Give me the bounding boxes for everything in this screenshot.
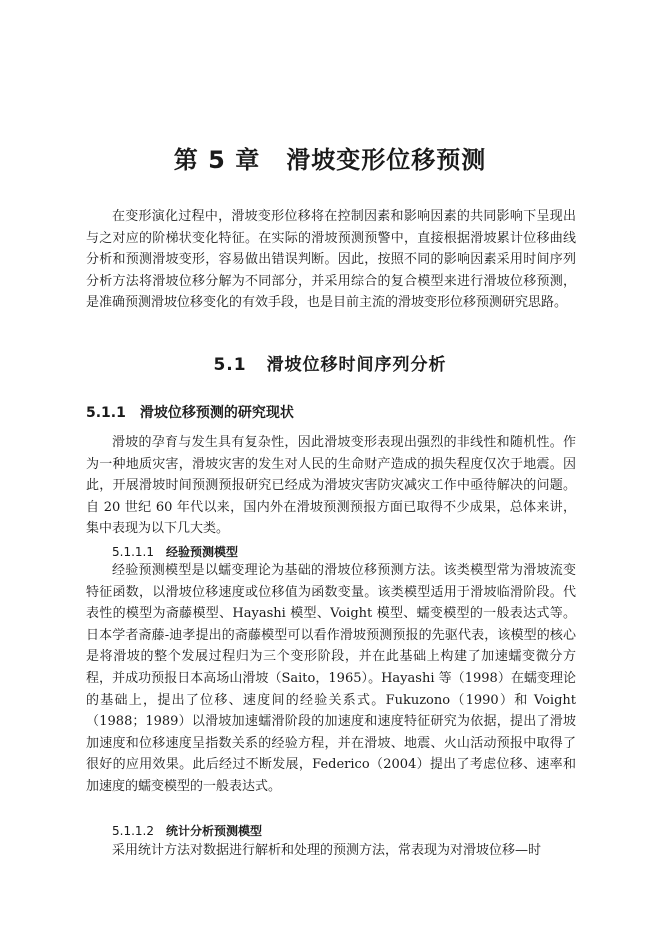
chapter-title-text: 滑坡变形位移预测 [286, 146, 487, 174]
section-title-text: 滑坡位移时间序列分析 [266, 355, 447, 375]
subsub-number-2: 5.1.1.2 [112, 824, 154, 838]
subsub-title-2 [112, 822, 262, 839]
subsub-number-1: 5.1.1.1 [112, 545, 154, 559]
subsection-number: 5.1.1 [86, 405, 126, 421]
body-paragraph-3: 采用统计方法对数据进行解析和处理的预测方法，常表现为对滑坡位移—时 [112, 843, 542, 858]
body-paragraph-2: 经验预测模型是以蠕变理论为基础的滑坡位移预测方法。该类模型常为滑坡流变特征函数，以滑坡位移速度或位移值为函数变量。该类模型适用于滑坡临滑阶段。代表性的模型为斋藤模型、Hayashi 模型、Voight 模型、蠕变模型的一般表达式等。日本学者斋藤-迪孝提出的斋藤模型可以看作滑坡预测预报的先驱代表，该模型的核心是将滑坡的整个发展过程归为三个变形阶段，并在此基础上构建了加速蠕变微分方程，并成功预报日本高场山滑坡（Saito，1965）。Hayashi 等（1998）在蠕变理论的基础上，提出了位移、速度间的经验关系式。Fukuzono（1990）和 Voight（1988；1989）以滑坡加速蠕滑阶段的加速度和速度特征研究为依据，提出了滑坡加速度和位移速度呈指数关系的经验方程，并在滑坡、地震、火山活动预报中取得了很好的应用效果。此后经过不断发展，Federico（2004）提出了考虑位移、速率和加速度的蠕变模型的一般表达式。 [86, 563, 576, 794]
subsection-title-text: 滑坡位移预测的研究现状 [139, 405, 294, 421]
chapter-number: 第 5 章 [173, 146, 261, 174]
subsub-title-text-1: 经验预测模型 [165, 545, 238, 559]
section-title [0, 350, 660, 375]
chapter-title [0, 140, 660, 175]
body-paragraph-1: 滑坡的孕育与发生具有复杂性，因此滑坡变形表现出强烈的非线性和随机性。作为一种地质灾害，滑坡灾害的发生对人民的生命财产造成的损失程度仅次于地震。因此，开展滑坡时间预测预报研究已经成为滑坡灾害防灾减灾工作中亟待解决的问题。自 20 世纪 60 年代以来，国内外在滑坡预测预报方面已取得不少成果，总体来讲，集中表现为以下几大类。 [86, 435, 576, 537]
intro-paragraph: 在变形演化过程中，滑坡变形位移将在控制因素和影响因素的共同影响下呈现出与之对应的阶梯状变化特征。在实际的滑坡预测预警中，直接根据滑坡累计位移曲线分析和预测滑坡变形，容易做出错误判断。因此，按照不同的影响因素采用时间序列分析方法将滑坡位移分解为不同部分，并采用综合的复合模型来进行滑坡位移预测，是准确预测滑坡位移变化的有效手段，也是目前主流的滑坡变形位移预测研究思路。 [86, 209, 576, 311]
subsection-title [86, 402, 294, 422]
subsub-title-1 [112, 543, 238, 560]
section-number: 5.1 [213, 355, 247, 375]
subsub-title-text-2: 统计分析预测模型 [165, 824, 262, 838]
